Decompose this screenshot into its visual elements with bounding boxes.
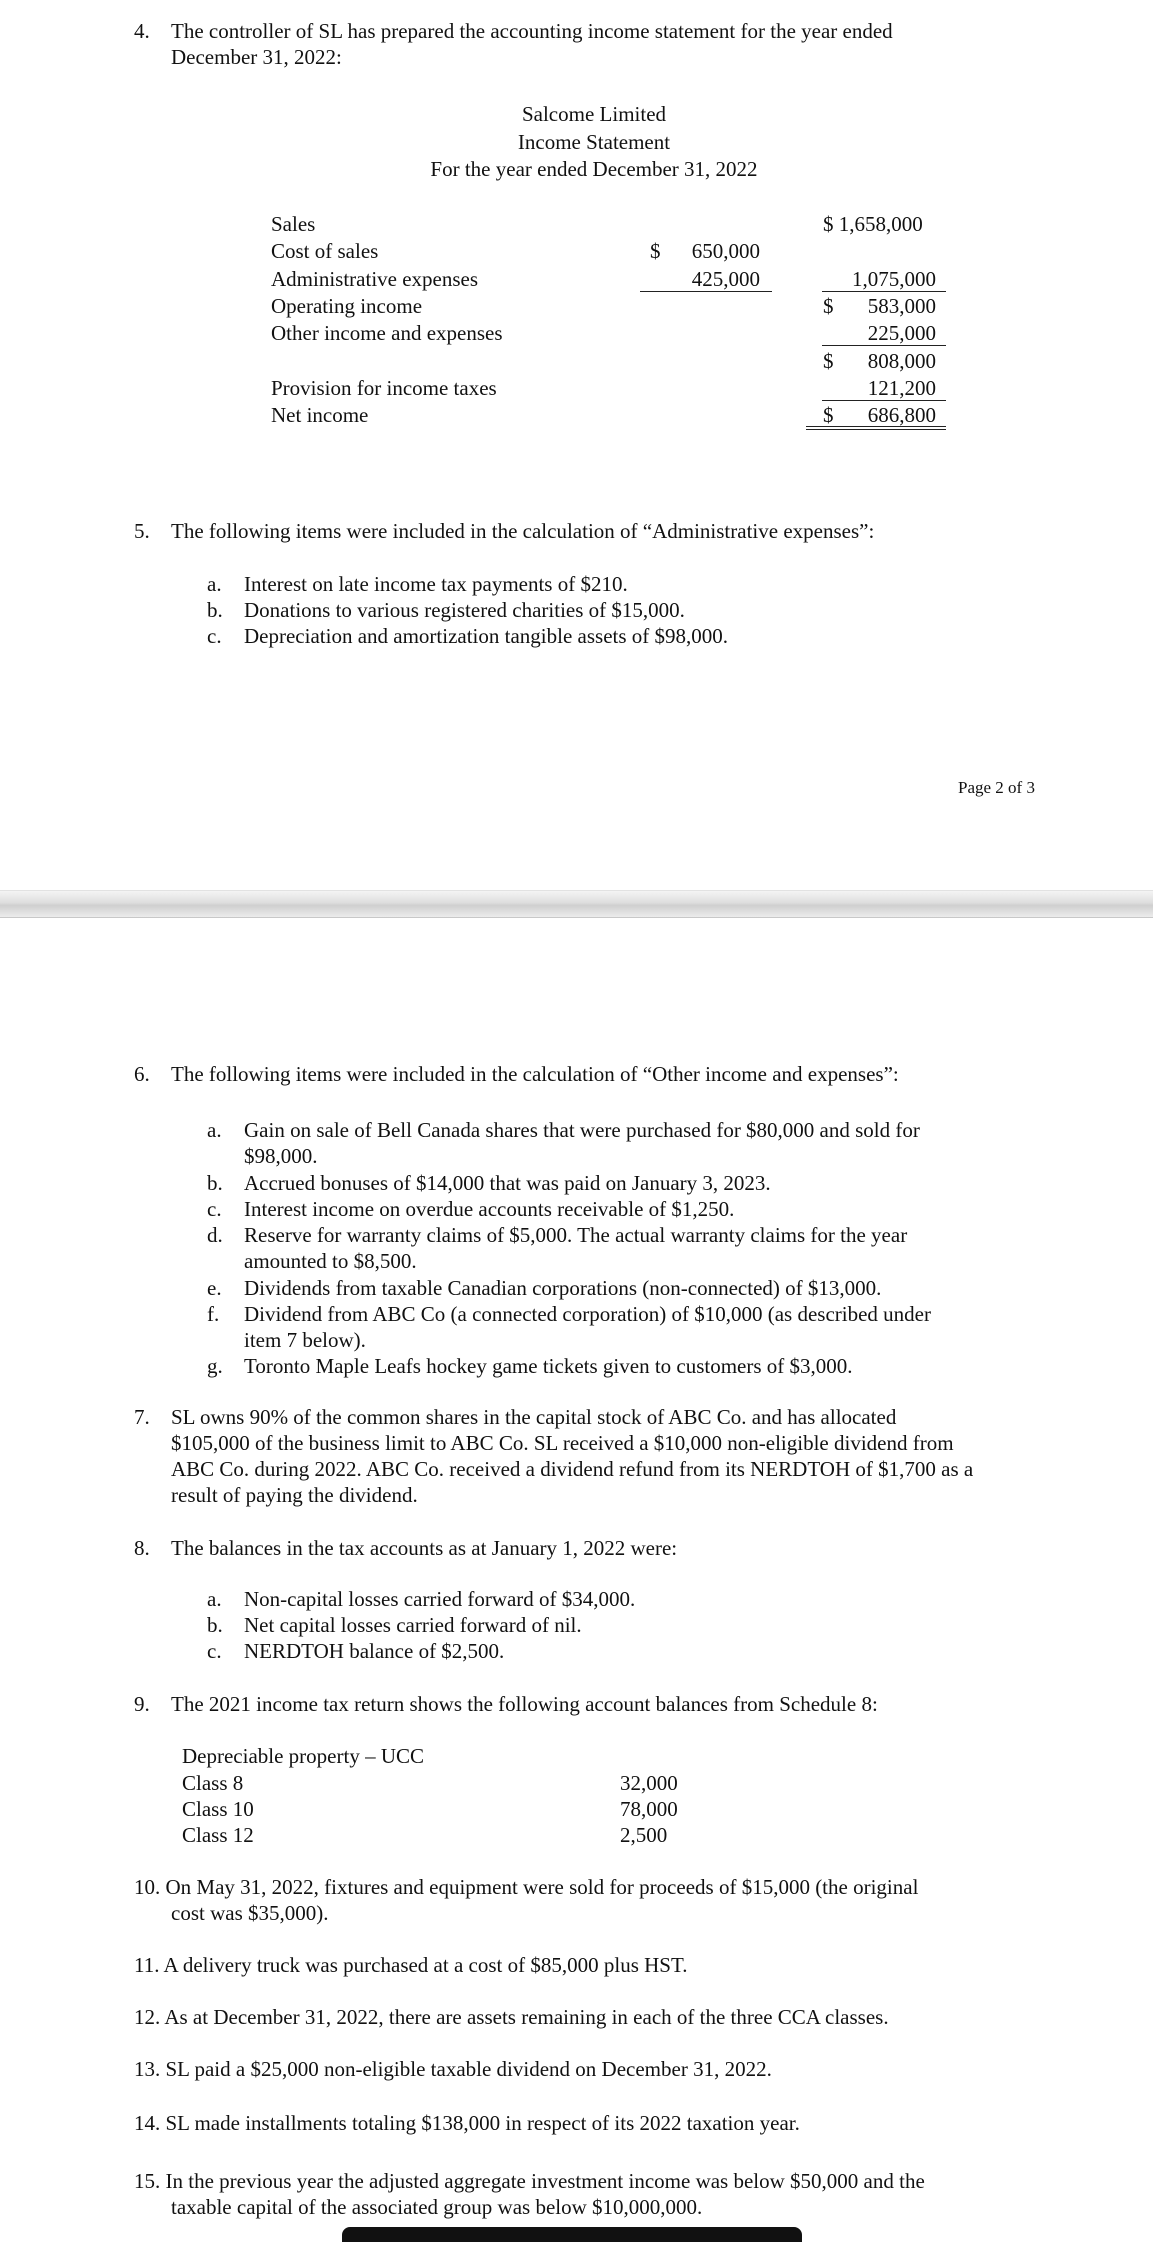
provision-total: 121,200 xyxy=(867,376,936,400)
item-6a-line1: Gain on sale of Bell Canada shares that were purchased for $80,000 and sold for xyxy=(244,1118,920,1142)
row-admin-expenses-label: Administrative expenses xyxy=(271,267,479,291)
middle-column-underline xyxy=(640,291,772,292)
item-8c-text: NERDTOH balance of $2,500. xyxy=(244,1639,505,1663)
item-5-text: The following items were included in the calculation of “Administrative expenses”: xyxy=(171,519,875,543)
item-6c-line1: Interest income on overdue accounts receivable of $1,250. xyxy=(244,1197,735,1221)
ucc-class-8-label: Class 8 xyxy=(182,1771,244,1795)
statement-company: Salcome Limited xyxy=(521,102,667,126)
item-6g-line1: Toronto Maple Leafs hockey game tickets given to customers of $3,000. xyxy=(244,1354,853,1378)
item-5-number: 5. xyxy=(134,519,150,543)
statement-period: For the year ended December 31, 2022 xyxy=(430,157,758,181)
item-10-line2: cost was $35,000). xyxy=(171,1901,329,1925)
item-6f-line1: Dividend from ABC Co (a connected corporation) of $10,000 (as described under xyxy=(244,1302,931,1326)
item-15-line2: taxable capital of the associated group was below $10,000,000. xyxy=(171,2195,703,2219)
item-6d-letter: d. xyxy=(207,1223,223,1247)
item-12: 12. As at December 31, 2022, there are assets remaining in each of the three CCA classes. xyxy=(134,2005,889,2029)
item-7-line1: SL owns 90% of the common shares in the capital stock of ABC Co. and has allocated xyxy=(171,1405,897,1429)
item-7-line2: $105,000 of the business limit to ABC Co. SL received a $10,000 non-eligible dividend from xyxy=(171,1431,954,1455)
operating-income-total: 583,000 xyxy=(867,294,936,318)
item-8a-letter: a. xyxy=(207,1587,222,1611)
item-14: 14. SL made installments totaling $138,000 in respect of its 2022 taxation year. xyxy=(134,2111,800,2135)
item-6b-letter: b. xyxy=(207,1171,223,1195)
item-6a-letter: a. xyxy=(207,1118,222,1142)
item-6g-letter: g. xyxy=(207,1354,223,1378)
admin-expenses-amount: 425,000 xyxy=(691,267,760,291)
page-number-label: Page 2 of 3 xyxy=(958,778,1035,797)
item-6f-letter: f. xyxy=(207,1302,220,1326)
item-5a-letter: a. xyxy=(207,572,222,596)
item-6c-letter: c. xyxy=(207,1197,222,1221)
other-income-total: 225,000 xyxy=(867,321,936,345)
item-8b-text: Net capital losses carried forward of nil. xyxy=(244,1613,582,1637)
item-7-number: 7. xyxy=(134,1405,150,1429)
item-5c-letter: c. xyxy=(207,624,222,648)
item-6-number: 6. xyxy=(134,1062,150,1086)
item-15-line1: 15. In the previous year the adjusted aggregate investment income was below $50,000 and the xyxy=(134,2169,925,2193)
net-income-double-underline xyxy=(806,426,946,430)
net-income-currency: $ xyxy=(823,403,834,427)
row-other-income-label: Other income and expenses xyxy=(271,321,503,345)
ucc-class-8-value: 32,000 xyxy=(620,1771,678,1795)
sales-total: $ 1,658,000 xyxy=(823,212,923,236)
row-operating-income-label: Operating income xyxy=(271,294,423,318)
cost-of-sales-amount: 650,000 xyxy=(691,239,760,263)
item-6-text: The following items were included in the calculation of “Other income and expenses”: xyxy=(171,1062,899,1086)
ucc-table-title: Depreciable property – UCC xyxy=(182,1744,425,1768)
item-4-line1: The controller of SL has prepared the accounting income statement for the year ended xyxy=(171,19,893,43)
item-5b-text: Donations to various registered charities of $15,000. xyxy=(244,598,685,622)
item-6f-line2: item 7 below). xyxy=(244,1328,366,1352)
admin-expenses-total: 1,075,000 xyxy=(852,267,936,291)
row-sales-label: Sales xyxy=(271,212,316,236)
provision-underline xyxy=(822,400,946,401)
other-income-underline xyxy=(822,345,946,346)
item-5b-letter: b. xyxy=(207,598,223,622)
item-9-number: 9. xyxy=(134,1692,150,1716)
ucc-class-10-label: Class 10 xyxy=(182,1797,254,1821)
item-5c-text: Depreciation and amortization tangible assets of $98,000. xyxy=(244,624,729,648)
ucc-class-10-value: 78,000 xyxy=(620,1797,678,1821)
row-cost-of-sales-label: Cost of sales xyxy=(271,239,379,263)
item-7-line4: result of paying the dividend. xyxy=(171,1483,418,1507)
item-4-line2: December 31, 2022: xyxy=(171,45,342,69)
item-8-text: The balances in the tax accounts as at January 1, 2022 were: xyxy=(171,1536,678,1560)
item-9-text: The 2021 income tax return shows the following account balances from Schedule 8: xyxy=(171,1692,878,1716)
item-11: 11. A delivery truck was purchased at a cost of $85,000 plus HST. xyxy=(134,1953,688,1977)
item-8b-letter: b. xyxy=(207,1613,223,1637)
cost-of-sales-currency: $ xyxy=(650,239,661,263)
item-6a-line2: $98,000. xyxy=(244,1144,318,1168)
operating-income-currency: $ xyxy=(823,294,834,318)
item-10-line1: 10. On May 31, 2022, fixtures and equipment were sold for proceeds of $15,000 (the original xyxy=(134,1875,919,1899)
item-6d-line1: Reserve for warranty claims of $5,000. The actual warranty claims for the year xyxy=(244,1223,908,1247)
item-6d-line2: amounted to $8,500. xyxy=(244,1249,417,1273)
item-6e-line1: Dividends from taxable Canadian corporations (non-connected) of $13,000. xyxy=(244,1276,882,1300)
item-6e-letter: e. xyxy=(207,1276,222,1300)
home-indicator-bar[interactable] xyxy=(342,2227,802,2242)
item-8-number: 8. xyxy=(134,1536,150,1560)
ucc-class-12-value: 2,500 xyxy=(620,1823,668,1847)
statement-title: Income Statement xyxy=(517,130,671,154)
page-separator xyxy=(0,890,1153,918)
item-5a-text: Interest on late income tax payments of $210. xyxy=(244,572,628,596)
subtotal-total: 808,000 xyxy=(867,349,936,373)
expenses-total-underline xyxy=(822,291,946,292)
item-8c-letter: c. xyxy=(207,1639,222,1663)
row-provision-label: Provision for income taxes xyxy=(271,376,497,400)
item-8a-text: Non-capital losses carried forward of $34,000. xyxy=(244,1587,636,1611)
item-13: 13. SL paid a $25,000 non-eligible taxable dividend on December 31, 2022. xyxy=(134,2057,772,2081)
net-income-total: 686,800 xyxy=(867,403,936,427)
row-net-income-label: Net income xyxy=(271,403,369,427)
item-4-number: 4. xyxy=(134,19,150,43)
item-7-line3: ABC Co. during 2022. ABC Co. received a dividend refund from its NERDTOH of $1,700 as a xyxy=(171,1457,974,1481)
item-6b-line1: Accrued bonuses of $14,000 that was paid on January 3, 2023. xyxy=(244,1171,771,1195)
subtotal-currency: $ xyxy=(823,349,834,373)
ucc-class-12-label: Class 12 xyxy=(182,1823,254,1847)
